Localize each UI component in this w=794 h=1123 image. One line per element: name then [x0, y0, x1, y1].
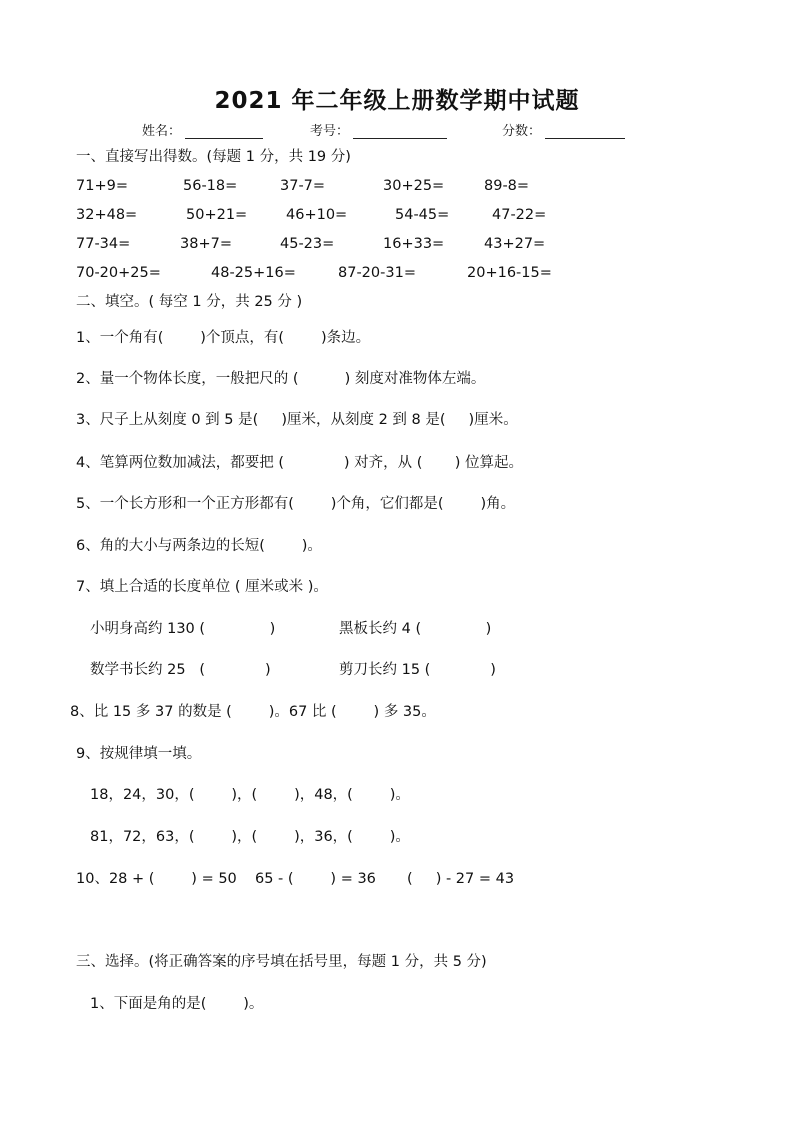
arith-item: 70-20+25= [76, 265, 161, 281]
fill-question-7: 7、填上合适的长度单位 ( 厘米或米 )。 [76, 579, 328, 595]
fill-question-7b: 黑板长约 4 ( ) [339, 621, 492, 637]
fill-question-2: 2、量一个物体长度，一般把尺的 ( ) 刻度对准物体左端。 [76, 371, 486, 387]
number-blank[interactable] [353, 124, 447, 139]
arith-item: 89-8= [484, 178, 530, 194]
fill-question-7d: 剪刀长约 15 ( ) [339, 662, 496, 678]
arith-item: 54-45= [395, 207, 450, 223]
page-title: 2021 年二年级上册数学期中试题 [214, 88, 580, 114]
section2-heading: 二、填空。( 每空 1 分，共 25 分 ) [76, 294, 303, 310]
arith-item: 87-20-31= [338, 265, 416, 281]
arith-item: 38+7= [180, 236, 232, 252]
fill-question-1: 1、一个角有( )个顶点，有( )条边。 [76, 330, 371, 346]
arith-item: 71+9= [76, 178, 128, 194]
section1-heading: 一、直接写出得数。(每题 1 分，共 19 分) [76, 149, 351, 165]
fill-question-9b: 81，72，63，( )，( )，36，( )。 [90, 829, 410, 845]
fill-question-10b: 65 - ( ) = 36 [255, 871, 376, 887]
arith-item: 48-25+16= [211, 265, 296, 281]
number-field[interactable] [310, 120, 447, 139]
fill-question-4: 4、笔算两位数加减法，都要把 ( ) 对齐，从 ( ) 位算起。 [76, 455, 523, 471]
fill-question-10c: ( ) - 27 = 43 [407, 871, 515, 887]
fill-question-7a: 小明身高约 130 ( ) [90, 621, 276, 637]
fill-question-9: 9、按规律填一填。 [76, 746, 202, 762]
fill-question-9a: 18，24，30，( )，( )，48，( )。 [90, 787, 410, 803]
number-label: 考号： [310, 124, 350, 139]
arith-item: 50+21= [186, 207, 248, 223]
arith-item: 37-7= [280, 178, 326, 194]
score-field[interactable] [502, 120, 625, 139]
score-label: 分数： [502, 124, 542, 139]
fill-question-6: 6、角的大小与两条边的长短( )。 [76, 538, 322, 554]
name-label: 姓名： [142, 124, 182, 139]
choice-question-1: 1、下面是角的是( )。 [90, 996, 264, 1012]
arith-item: 20+16-15= [467, 265, 552, 281]
fill-question-8: 8、比 15 多 37 的数是 ( )。67 比 ( ) 多 35。 [70, 704, 436, 720]
score-blank[interactable] [545, 124, 625, 139]
arith-item: 16+33= [383, 236, 445, 252]
fill-question-7c: 数学书长约 25 ( ) [90, 662, 271, 678]
arith-item: 45-23= [280, 236, 335, 252]
arith-item: 30+25= [383, 178, 445, 194]
name-field[interactable] [142, 120, 263, 139]
arith-item: 32+48= [76, 207, 138, 223]
name-blank[interactable] [185, 124, 263, 139]
arith-item: 47-22= [492, 207, 547, 223]
fill-question-5: 5、一个长方形和一个正方形都有( )个角，它们都是( )角。 [76, 496, 516, 512]
arith-item: 77-34= [76, 236, 131, 252]
arith-item: 56-18= [183, 178, 238, 194]
section3-heading: 三、选择。(将正确答案的序号填在括号里，每题 1 分，共 5 分) [76, 954, 487, 970]
arith-item: 46+10= [286, 207, 348, 223]
arith-item: 43+27= [484, 236, 546, 252]
fill-question-10a: 10、28 + ( ) = 50 [76, 871, 237, 887]
fill-question-3: 3、尺子上从刻度 0 到 5 是( )厘米，从刻度 2 到 8 是( )厘米。 [76, 412, 518, 428]
